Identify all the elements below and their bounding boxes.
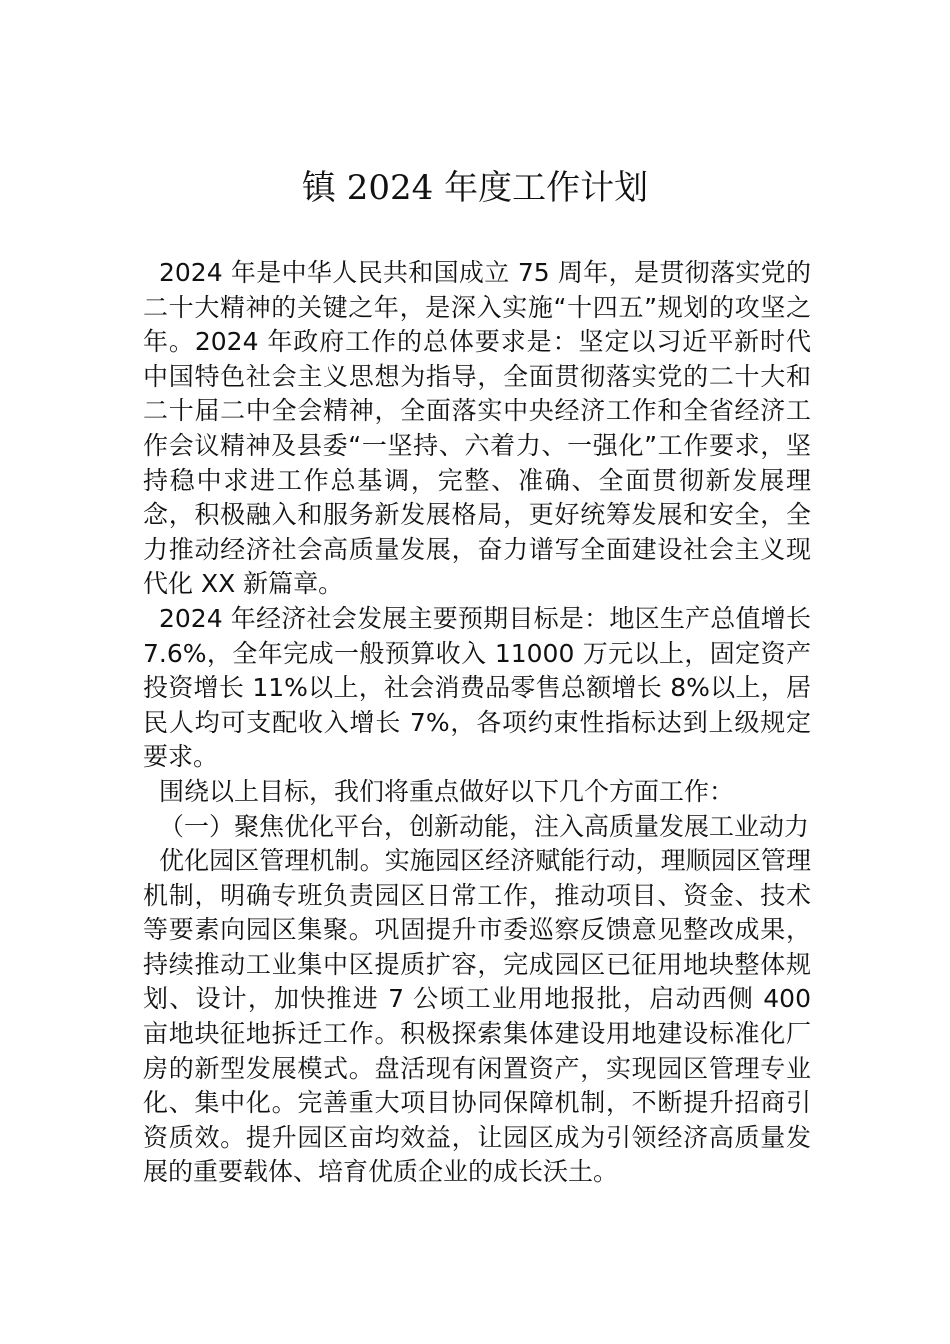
document-title: 镇 2024 年度工作计划: [301, 168, 649, 208]
paragraph-intro: 2024 年是中华人民共和国成立 75 周年，是贯彻落实党的二十大精神的关键之年，是深入实施“十四五”规划的攻坚之年。2024 年政府工作的总体要求是：坚定以习近平新时代中国特色社会主义思想为指导，全面贯彻落实党的二十大和二十届二中全会精神，全面落实中央经济工作和全省经济工作会议精神及县委“一坚持、六着力、一强化”工作要求，坚持稳中求进工作总基调，完整、准确、全面贯彻新发展理念，积极融入和服务新发展格局，更好统筹发展和安全，全力推动经济社会高质量发展，奋力谱写全面建设社会主义现代化 XX 新篇章。: [143, 258, 811, 599]
section-heading-1: （一）聚焦优化平台，创新动能，注入高质量发展工业动力: [159, 811, 810, 841]
paragraph-park-management: 优化园区管理机制。实施园区经济赋能行动，理顺园区管理机制，明确专班负责园区日常工作，推动项目、资金、技术等要素向园区集聚。巩固提升市委巡察反馈意见整改成果，持续推动工业集中区提质扩容，完成园区已征用地块整体规划、设计，加快推进 7 公顷工业用地报批，启动西侧 400 亩地块征地拆迁工作。积极探索集体建设用地建设标准化厂房的新型发展模式。盘活现有闲置资产，实现园区管理专业化、集中化。完善重大项目协同保障机制，不断提升招商引资质效。提升园区亩均效益，让园区成为引领经济高质量发展的重要载体、培育优质企业的成长沃土。: [143, 846, 811, 1187]
paragraph-targets: 2024 年经济社会发展主要预期目标是：地区生产总值增长 7.6%，全年完成一般预算收入 11000 万元以上，固定资产投资增长 11%以上，社会消费品零售总额增长 8%以上，居民人均可支配收入增长 7%，各项约束性指标达到上级规定要求。: [143, 603, 811, 772]
document-body: [143, 256, 811, 1190]
paragraph-focus: 围绕以上目标，我们将重点做好以下几个方面工作：: [159, 776, 735, 806]
